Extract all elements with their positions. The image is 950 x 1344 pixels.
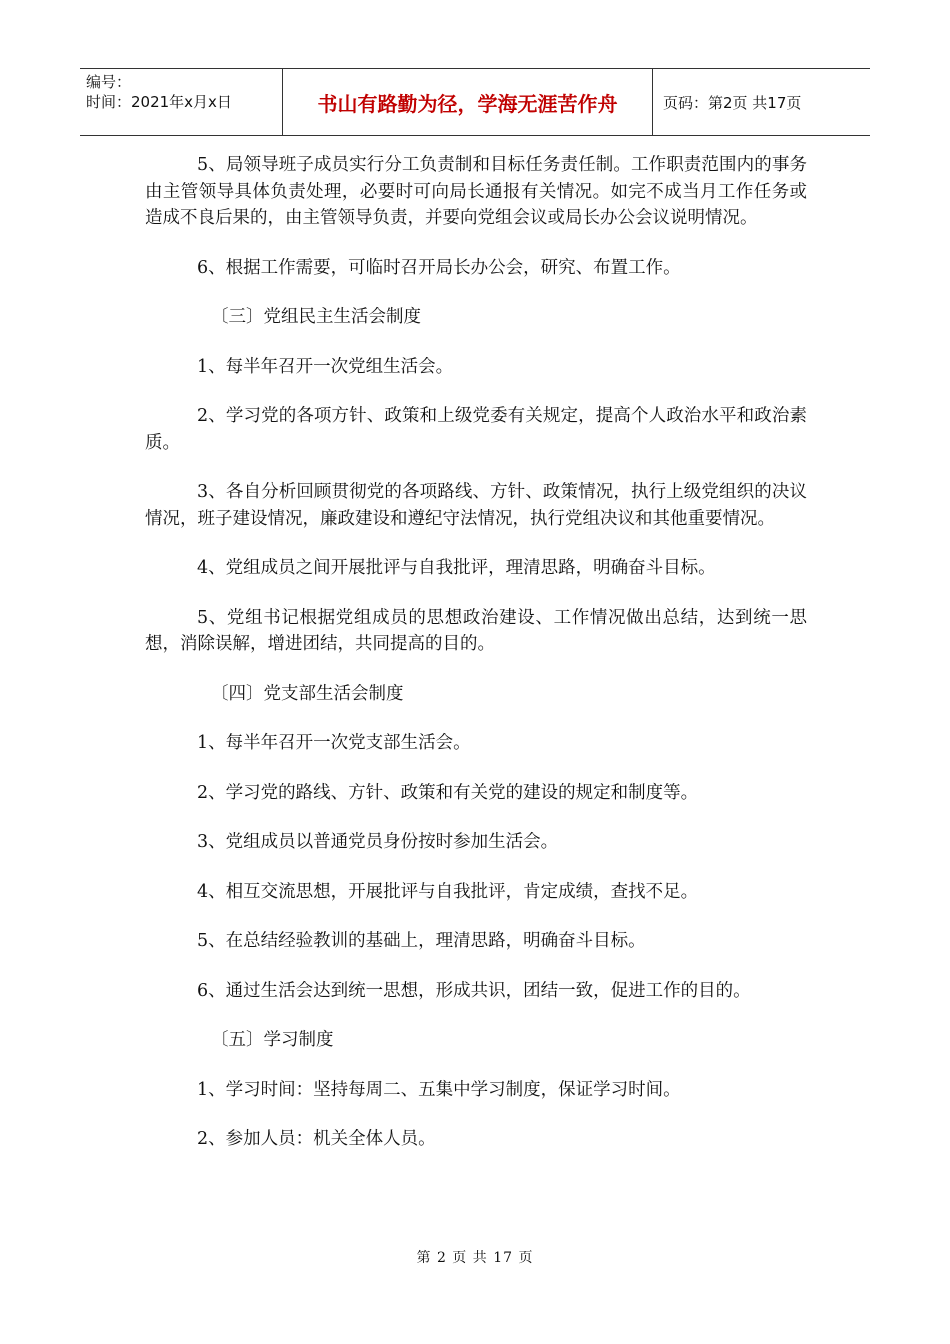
paragraph: 6、通过生活会达到统一思想，形成共识，团结一致，促进工作的目的。 xyxy=(197,980,751,1001)
header-meta xyxy=(80,69,283,135)
paragraph: 5、党组书记根据党组成员的思想政治建设、工作情况做出总结，达到统一思想，消除误解，增进团结，共同提高的目的。 xyxy=(145,607,807,654)
paragraph: 1、每半年召开一次党支部生活会。 xyxy=(197,733,471,753)
paragraph: 3、党组成员以普通党员身份按时参加生活会。 xyxy=(197,832,559,852)
document-body xyxy=(145,152,807,1176)
section-heading: 〔四〕党支部生活会制度 xyxy=(211,683,404,704)
header-motto: 书山有路勤为径，学海无涯苦作舟 xyxy=(283,69,653,135)
section-heading: 〔五〕学习制度 xyxy=(211,1030,334,1050)
page-header xyxy=(80,68,870,136)
number-label: 编号： xyxy=(86,73,132,91)
paragraph: 4、相互交流思想，开展批评与自我批评，肯定成绩，查找不足。 xyxy=(197,881,699,902)
paragraph: 2、学习党的路线、方针、政策和有关党的建设的规定和制度等。 xyxy=(197,782,699,803)
paragraph: 1、学习时间：坚持每周二、五集中学习制度，保证学习时间。 xyxy=(197,1079,681,1100)
paragraph: 2、学习党的各项方针、政策和上级党委有关规定，提高个人政治水平和政治素质。 xyxy=(145,406,807,453)
paragraph: 4、党组成员之间开展批评与自我批评，理清思路，明确奋斗目标。 xyxy=(197,558,716,578)
section-heading: 〔三〕党组民主生活会制度 xyxy=(211,307,421,327)
time-label: 时间：2021年x月x日 xyxy=(86,93,232,111)
header-page-info: 页码：第2页 共17页 xyxy=(663,93,802,112)
paragraph: 1、每半年召开一次党组生活会。 xyxy=(197,356,454,377)
paragraph: 3、各自分析回顾贯彻党的各项路线、方针、政策情况，执行上级党组织的决议情况，班子建设情况，廉政建设和遵纪守法情况，执行党组决议和其他重要情况。 xyxy=(145,482,807,529)
paragraph: 6、根据工作需要，可临时召开局长办公会，研究、布置工作。 xyxy=(197,257,681,278)
paragraph: 5、局领导班子成员实行分工负责制和目标任务责任制。工作职责范围内的事务由主管领导具体负责处理，必要时可向局长通报有关情况。如完不成当月工作任务或造成不良后果的，由主管领导负责，并要向党组会议或局长办公会议说明情况。 xyxy=(145,155,807,228)
paragraph: 2、参加人员：机关全体人员。 xyxy=(197,1129,436,1149)
page-footer: 第 2 页 共 17 页 xyxy=(416,1250,534,1266)
paragraph: 5、在总结经验教训的基础上，理清思路，明确奋斗目标。 xyxy=(197,931,646,951)
